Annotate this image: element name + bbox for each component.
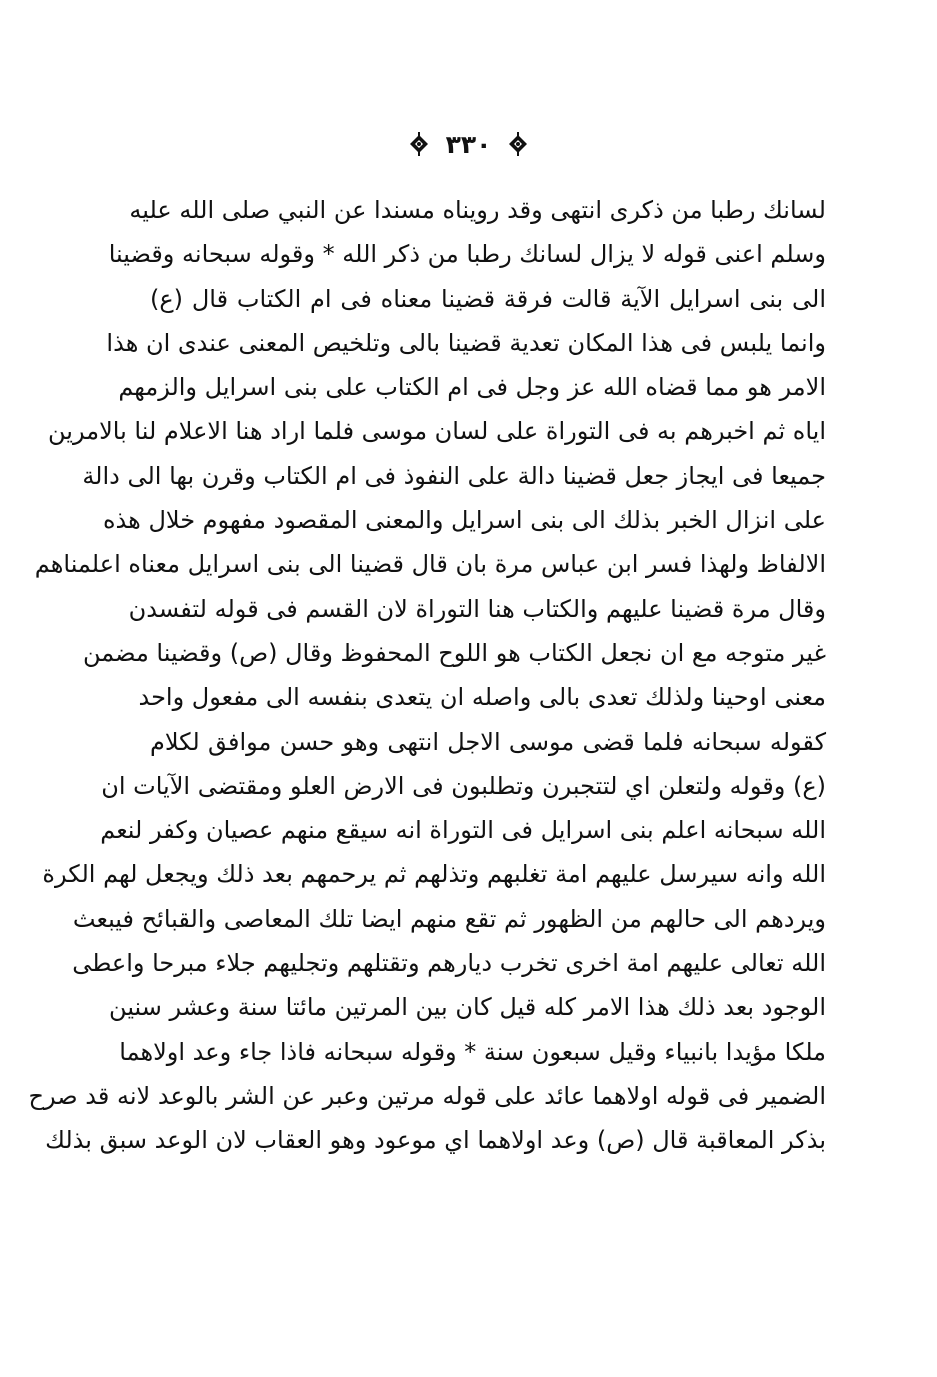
text-line: الضمير فى قوله اولاهما عائد على قوله مرتين وعبر عن الشر بالوعد لانه قد صرح: [28, 1081, 826, 1110]
page-number: ٣٣٠: [445, 129, 492, 159]
left-ornament-icon: [406, 131, 432, 157]
text-line: الله وانه سيرسل عليهم امة تغلبهم وتذلهم ثم يرحمهم بعد ذلك ويجعل لهم الكرة: [42, 860, 826, 889]
text-line: ويردهم الى حالهم من الظهور ثم تقع منهم ايضا تلك المعاصى والقبائح فيبعث: [72, 904, 826, 933]
text-line: الله سبحانه اعلم بنى اسرايل فى التوراة انه سيقع منهم عصيان وكفر لنعم: [100, 816, 826, 845]
text-line: غير متوجه مع ان نجعل الكتاب هو اللوح المحفوظ وقال (ص) وقضينا مضمن: [82, 638, 826, 667]
text-line: معنى اوحينا ولذلك تعدى بالى واصله ان يتعدى بنفسه الى مفعول واحد: [138, 683, 826, 712]
text-line: كقوله سبحانه فلما قضى موسى الاجل انتهى وهو حسن موافق لكلام: [150, 727, 826, 756]
text-line: الامر هو مما قضاه الله عز وجل فى ام الكتاب على بنى اسرايل والزمهم: [118, 373, 826, 402]
text-line: ملكا مؤيدا بانبياء وقيل سبعون سنة * وقوله سبحانه فاذا جاء وعد اولاهما: [119, 1037, 826, 1066]
text-line: على انزال الخبر بذلك الى بنى اسرايل والمعنى المقصود مفهوم خلال هذه: [102, 506, 826, 535]
text-line: (ع) وقوله ولتعلن اي لتتجبرن وتطلبون فى الارض العلو ومقتضى الآيات ان: [101, 771, 826, 800]
text-line: جميعا فى ايجاز جعل قضينا دالة على النفوذ فى ام الكتاب وقرن بها الى دالة: [82, 461, 826, 490]
text-line: وانما يلبس فى هذا المكان تعدية قضينا بالى وتلخيص المعنى عندى ان هذا: [106, 328, 826, 357]
text-line: الله تعالى عليهم امة اخرى تخرب ديارهم وتقتلهم وتجليهم جلاء مبرحا واعطى: [72, 949, 826, 978]
text-line: الالفاظ ولهذا فسر ابن عباس مرة بان قال قضينا الى بنى اسرايل معناه اعلمناهم: [34, 550, 826, 579]
page-number-group: [406, 130, 532, 159]
page-header: [0, 122, 937, 166]
text-line: اياه ثم اخبرهم به فى التوراة على لسان موسى فلما اراد هنا الاعلام لنا بالامرين: [48, 417, 826, 446]
text-line: الوجود بعد ذلك هذا الامر كله قيل كان بين المرتين مائتا سنة وعشر سنين: [109, 993, 826, 1022]
right-ornament-icon: [505, 131, 531, 157]
text-line: بذكر المعاقبة قال (ص) وعد اولاهما اي موعود وهو العقاب لان الوعد سبق بذلك: [45, 1126, 826, 1155]
text-line: الى بنى اسرايل الآية قالت فرقة قضينا معناه فى ام الكتاب قال (ع): [150, 284, 826, 313]
text-body: [28, 188, 826, 1163]
text-line: وسلم اعنى قوله لا يزال لسانك رطبا من ذكر الله * وقوله سبحانه وقضينا: [108, 240, 826, 269]
text-line: لسانك رطبا من ذكرى انتهى وقد رويناه مسندا عن النبي صلى الله عليه: [129, 196, 826, 224]
text-line: وقال مرة قضينا عليهم والكتاب هنا التوراة لان القسم فى قوله لتفسدن: [128, 594, 826, 623]
